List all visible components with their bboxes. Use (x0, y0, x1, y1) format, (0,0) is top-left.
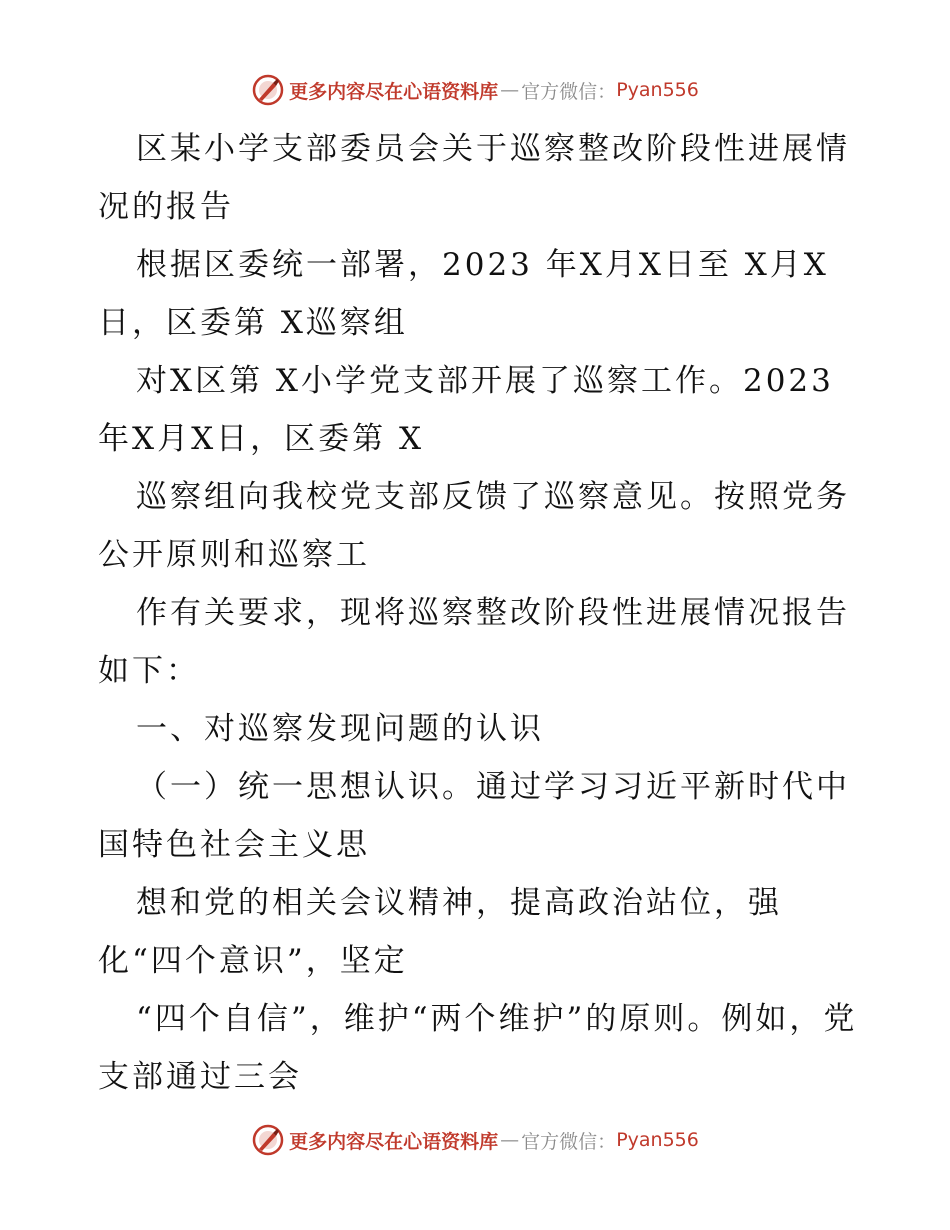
pen-seal-icon (251, 73, 285, 107)
pen-seal-icon (251, 1123, 285, 1157)
banner-separator: — (500, 1129, 520, 1151)
footer-watermark-banner (0, 1120, 950, 1160)
banner-label: 官方微信： (521, 80, 617, 103)
banner-label: 官方微信： (521, 1130, 617, 1153)
banner-wechat-id: Pyan556 (616, 1129, 699, 1151)
paragraph: 根据区委统一部署，2023 年X月X日至 X月X日，区委第 X巡察组 (98, 247, 829, 341)
paragraph: “四个自信”，维护“两个维护”的原则。例如，党支部通过三会 (98, 1001, 858, 1095)
banner-text: 更多内容尽在心语资料库 (289, 1130, 499, 1153)
banner-wechat-id: Pyan556 (616, 79, 699, 101)
paragraph: 对X区第 X小学党支部开展了巡察工作。2023 年X月X日，区委第 X (98, 363, 834, 457)
document-body (98, 120, 868, 1106)
banner-separator: — (500, 79, 520, 101)
section-heading: 一、对巡察发现问题的认识 (136, 711, 544, 747)
banner-text: 更多内容尽在心语资料库 (289, 80, 499, 103)
document-title: 区某小学支部委员会关于巡察整改阶段性进展情况的报告 (98, 131, 850, 225)
paragraph: 想和党的相关会议精神，提高政治站位，强化“四个意识”，坚定 (98, 885, 782, 979)
header-watermark-banner (0, 70, 950, 110)
paragraph: 巡察组向我校党支部反馈了巡察意见。按照党务公开原则和巡察工 (98, 479, 850, 573)
paragraph: 作有关要求，现将巡察整改阶段性进展情况报告如下： (98, 595, 850, 689)
paragraph: （一）统一思想认识。通过学习习近平新时代中国特色社会主义思 (98, 769, 850, 863)
